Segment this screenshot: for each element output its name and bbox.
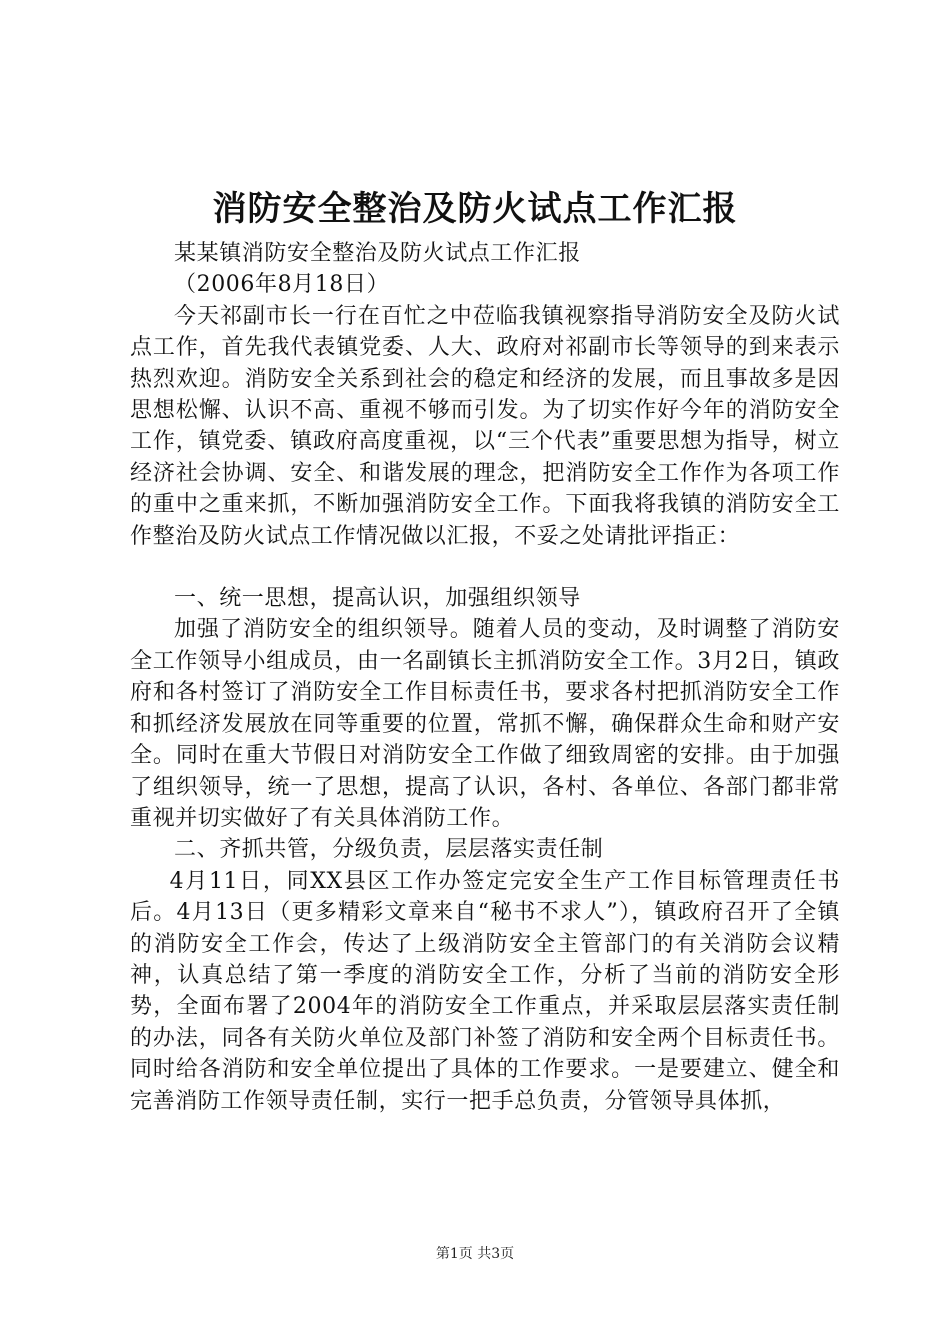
- section-body-2: 4月11日，同XX县区工作办签定完安全生产工作目标管理责任书后。4月13日（更多精彩文章来自“秘书不求人”），镇政府召开了全镇的消防安全工作会，传达了上级消防安全主管部门的有关消防会议精神，认真总结了第一季度的消防安全工作，分析了当前的消防安全形势，全面布署了2004年的消防安全工作重点，并采取层层落实责任制的办法，同各有关防火单位及部门补签了消防和安全两个目标责任书。同时给各消防和安全单位提出了具体的工作要求。一是要建立、健全和完善消防工作领导责任制，实行一把手总负责，分管领导具体抓，: [130, 868, 840, 1114]
- document-title: 消防安全整治及防火试点工作汇报: [212, 189, 738, 229]
- document-body: [130, 238, 840, 1117]
- section-heading-2: 二、齐抓共管，分级负责，层层落实责任制: [174, 837, 604, 863]
- section-heading-1: 一、统一思想，提高认识，加强组织领导: [174, 586, 581, 612]
- section-body-1: 加强了消防安全的组织领导。随着人员的变动，及时调整了消防安全工作领导小组成员，由一名副镇长主抓消防安全工作。3月2日，镇政府和各村签订了消防安全工作目标责任书，要求各村把抓消防安全工作和抓经济发展放在同等重要的位置，常抓不懈，确保群众生命和财产安全。同时在重大节假日对消防安全工作做了细致周密的安排。由于加强了组织领导，统一了思想，提高了认识，各村、各单位、各部门都非常重视并切实做好了有关具体消防工作。: [130, 617, 840, 831]
- paragraph-gap: [130, 552, 840, 583]
- intro-paragraph: 今天祁副市长一行在百忙之中莅临我镇视察指导消防安全及防火试点工作，首先我代表镇党委、人大、政府对祁副市长等领导的到来表示热烈欢迎。消防安全关系到社会的稳定和经济的发展，而且事故多是因思想松懈、认识不高、重视不够而引发。为了切实作好今年的消防安全工作，镇党委、镇政府高度重视，以“三个代表”重要思想为指导，树立经济社会协调、安全、和谐发展的理念，把消防安全工作作为各项工作的重中之重来抓，不断加强消防安全工作。下面我将我镇的消防安全工作整治及防火试点工作情况做以汇报，不妥之处请批评指正：: [130, 303, 840, 549]
- document-subtitle: 某某镇消防安全整治及防火试点工作汇报: [174, 241, 581, 266]
- document-date: （2006年8月18日）: [174, 272, 390, 298]
- page-number-footer: 第1页 共3页: [435, 1246, 515, 1262]
